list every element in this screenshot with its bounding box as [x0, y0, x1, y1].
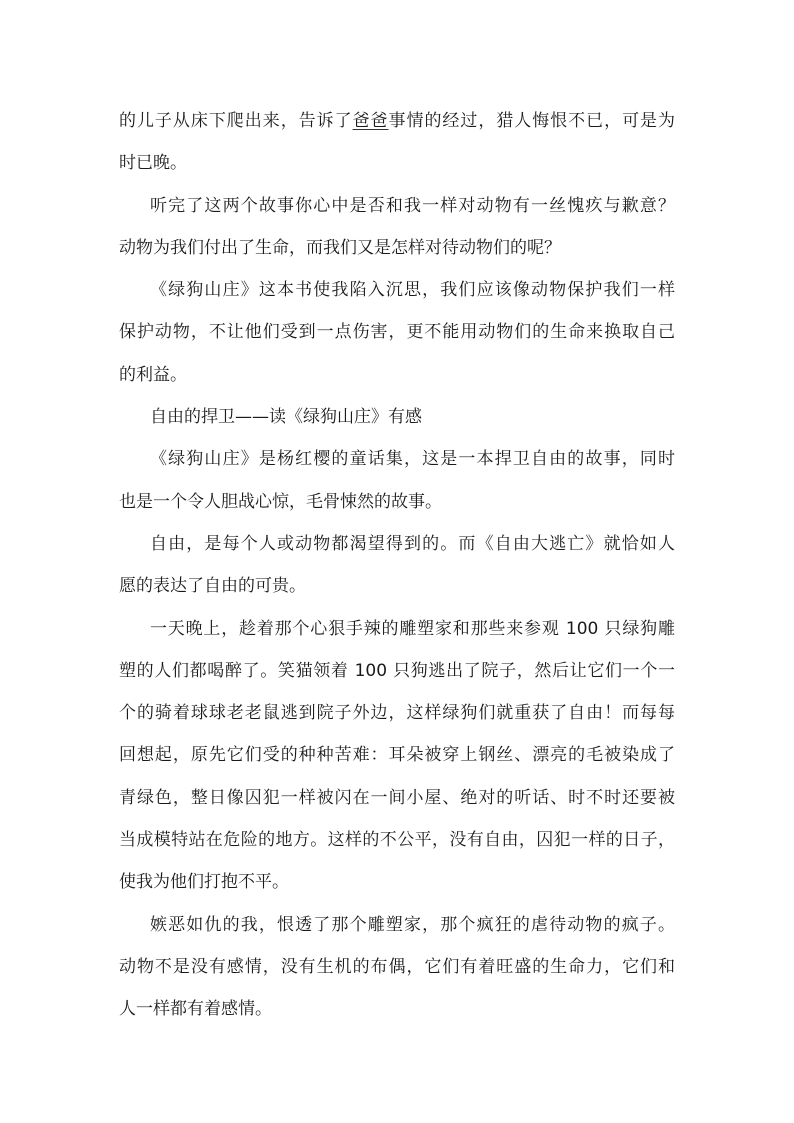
text-line — [119, 100, 675, 142]
text-line: 保护动物，不让他们受到一点伤害，更不能用动物们的生命来换取自己 — [119, 322, 675, 343]
text-line: 自由，是每个人或动物都渴望得到的。而《自由大逃亡》就恰如人 — [150, 533, 675, 554]
text-line: 时已晚。 — [119, 153, 187, 174]
paragraph — [119, 523, 675, 608]
text-line: 的利益。 — [119, 364, 187, 385]
text-line: 回想起，原先它们受的种种苦难：耳朵被穿上钢丝、漂亮的毛被染成了 — [119, 745, 675, 766]
document-page — [119, 100, 675, 1031]
text-line: 塑的人们都喝醉了。笑猫领着 100 只狗逃出了院子，然后让它们一个一 — [119, 660, 675, 681]
text-run: 事情的经过，猎人悔恨不已，可是为 — [388, 111, 676, 131]
text-line: 《绿狗山庄》是杨红樱的童话集，这是一本捍卫自由的故事，同时 — [150, 449, 675, 470]
text-line: 个的骑着球球老老鼠逃到院子外边，这样绿狗们就重获了自由！而每每 — [119, 703, 675, 724]
paragraph — [119, 438, 675, 523]
text-line: 当成模特站在危险的地方。这样的不公平，没有自由，囚犯一样的日子， — [119, 830, 675, 851]
text-line: 愿的表达了自由的可贵。 — [119, 576, 306, 597]
paragraph — [119, 269, 675, 396]
text-line: 听完了这两个故事你心中是否和我一样对动物有一丝愧疚与歉意？ — [150, 195, 675, 216]
text-line: 《绿狗山庄》这本书使我陷入沉思，我们应该像动物保护我们一样 — [150, 280, 675, 301]
text-line: 人一样都有着感情。 — [119, 999, 272, 1020]
text-line: 嫉恶如仇的我，恨透了那个雕塑家，那个疯狂的虐待动物的疯子。 — [150, 914, 675, 935]
paragraph — [119, 904, 675, 1031]
text-line: 动物为我们付出了生命，而我们又是怎样对待动物们的呢？ — [119, 237, 561, 258]
text-line: 自由的捍卫——读《绿狗山庄》有感 — [150, 407, 422, 428]
text-line: 使我为他们打抱不平。 — [119, 872, 289, 893]
paragraph — [119, 185, 675, 270]
paragraph — [119, 100, 675, 185]
section-title — [119, 396, 675, 438]
underlined-text: 爸爸 — [352, 111, 389, 131]
text-line: 青绿色，整日像囚犯一样被闪在一间小屋、绝对的听话、时不时还要被 — [119, 787, 675, 808]
text-line: 动物不是没有感情，没有生机的布偶，它们有着旺盛的生命力，它们和 — [119, 956, 675, 977]
text-line: 也是一个令人胆战心惊，毛骨悚然的故事。 — [119, 491, 442, 512]
text-run: 的儿子从床下爬出来，告诉了 — [119, 111, 353, 131]
paragraph — [119, 608, 675, 904]
text-line: 一天晚上，趁着那个心狠手辣的雕塑家和那些来参观 100 只绿狗雕 — [150, 618, 675, 639]
